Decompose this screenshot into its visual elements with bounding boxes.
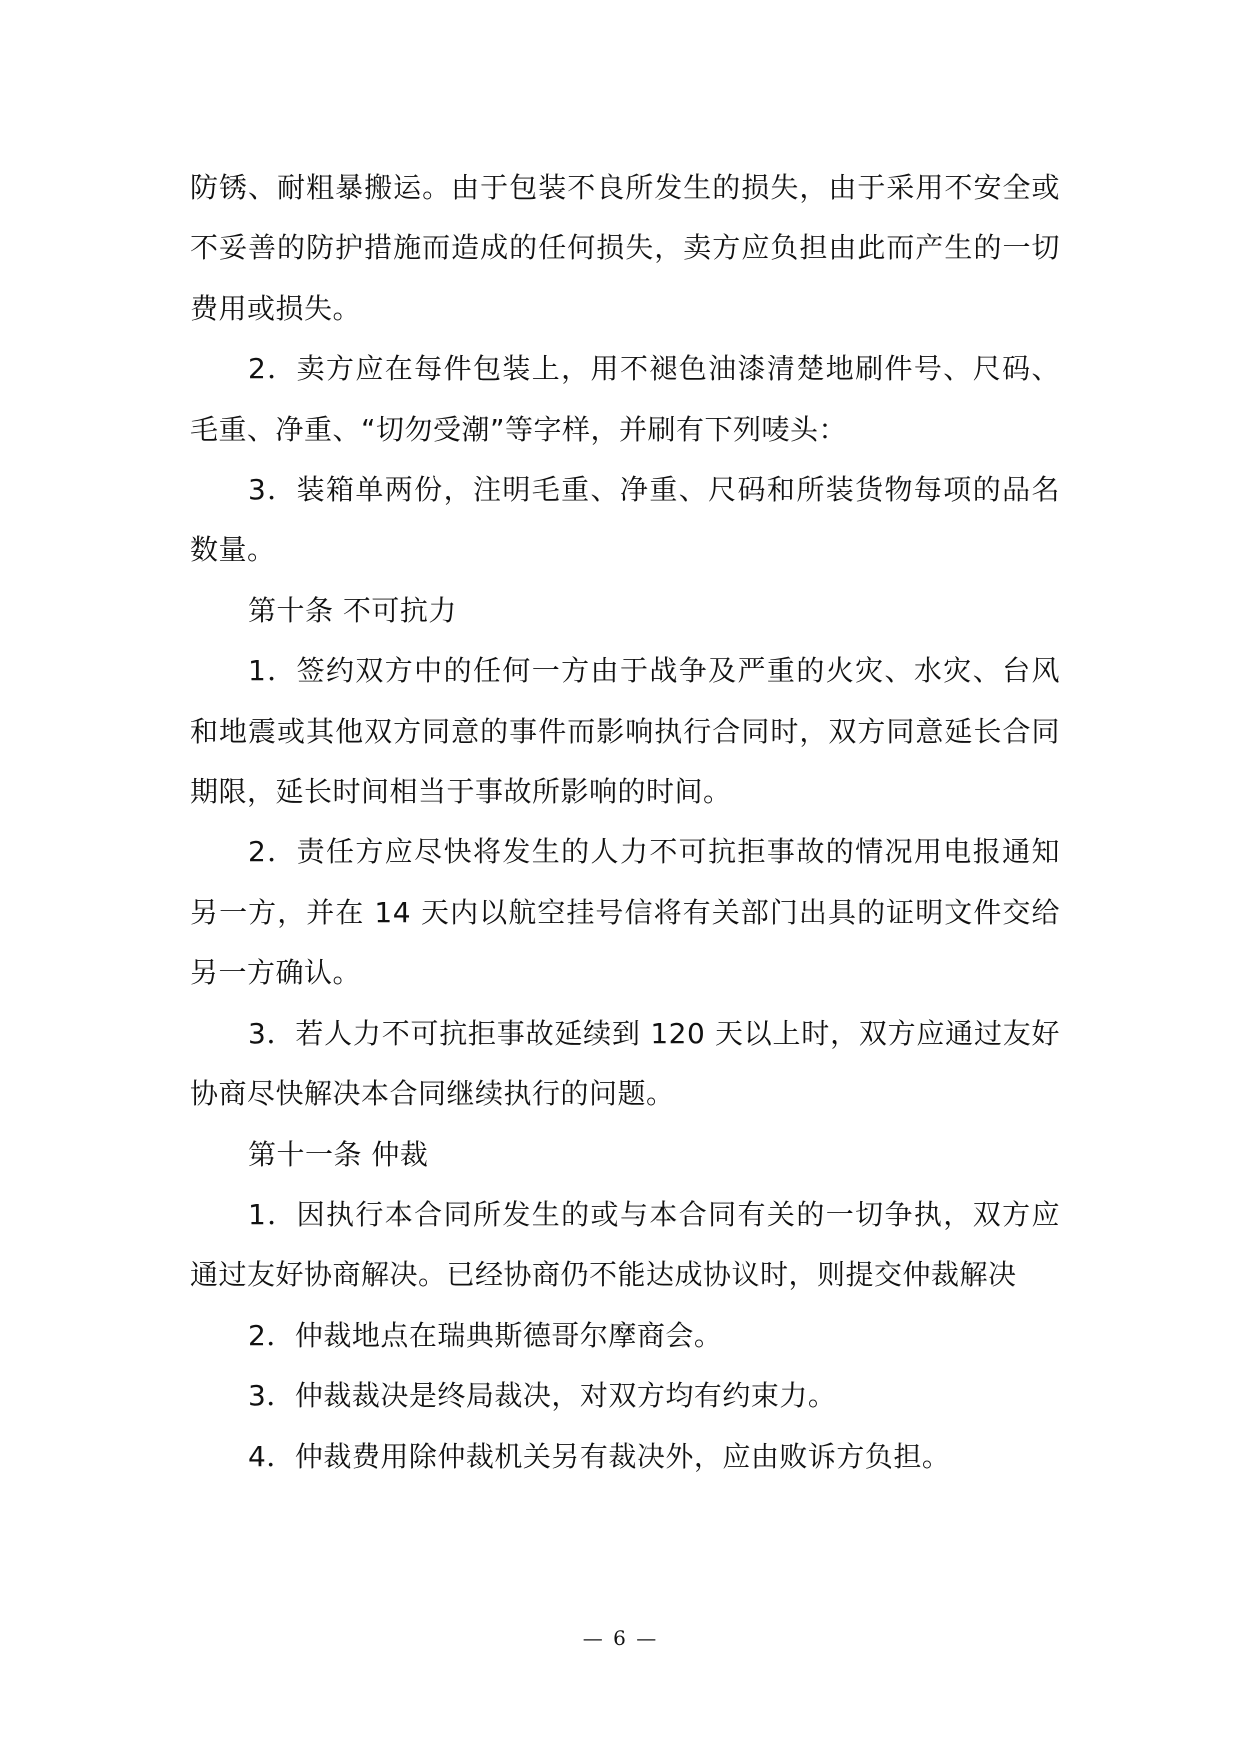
section-heading-force-majeure: 第十条 不可抗力 [248,593,457,627]
document-body [190,158,1060,1487]
paragraph-force-majeure-item-3: 3．若人力不可抗拒事故延续到 120 天以上时，双方应通过友好协商尽快解决本合同继续执行的问题。 [190,1016,1060,1111]
paragraph-packing-item-2: 2．卖方应在每件包装上，用不褪色油漆清楚地刷件号、尺码、毛重、净重、“切勿受潮”等字样，并刷有下列唛头： [190,352,1060,446]
paragraph-arbitration-item-4: 4．仲裁费用除仲裁机关另有裁决外，应由败诉方负担。 [248,1439,951,1473]
paragraph-arbitration-item-3: 3．仲裁裁决是终局裁决，对双方均有约束力。 [248,1379,837,1413]
paragraph-arbitration-item-1: 1．因执行本合同所发生的或与本合同有关的一切争执，双方应通过友好协商解决。已经协商仍不能达成协议时，则提交仲裁解决 [190,1197,1060,1292]
section-heading-arbitration: 第十一条 仲裁 [248,1137,429,1171]
paragraph-packing-continued: 防锈、耐粗暴搬运。由于包装不良所发生的损失，由于采用不安全或不妥善的防护措施而造成的任何损失，卖方应负担由此而产生的一切费用或损失。 [190,171,1060,325]
paragraph-force-majeure-item-1: 1．签约双方中的任何一方由于战争及严重的火灾、水灾、台风和地震或其他双方同意的事件而影响执行合同时，双方同意延长合同期限，延长时间相当于事故所影响的时间。 [190,654,1060,809]
paragraph-packing-item-3: 3．装箱单两份，注明毛重、净重、尺码和所装货物每项的品名数量。 [190,473,1060,567]
page-number: — 6 — [582,1626,659,1650]
paragraph-arbitration-item-2: 2．仲裁地点在瑞典斯德哥尔摩商会。 [248,1318,723,1352]
paragraph-force-majeure-item-2: 2．责任方应尽快将发生的人力不可抗拒事故的情况用电报通知另一方，并在 14 天内以航空挂号信将有关部门出具的证明文件交给另一方确认。 [190,835,1060,990]
